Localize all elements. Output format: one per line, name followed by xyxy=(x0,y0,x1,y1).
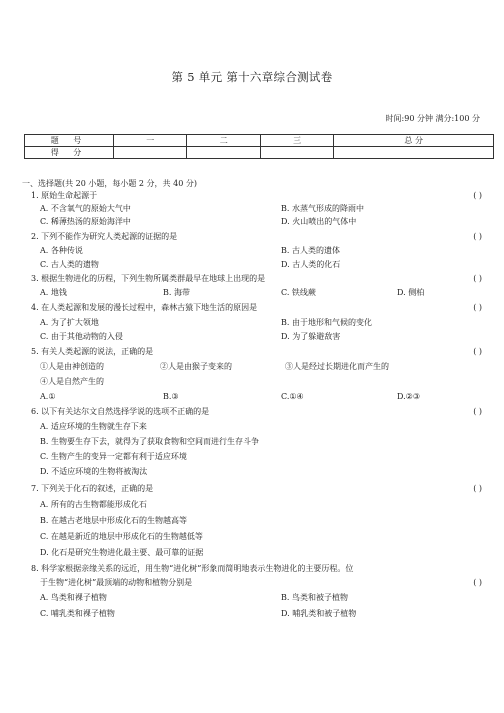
question-stem: 2. 下列不能作为研究人类起源的证据的是 xyxy=(31,232,178,241)
answer-paren: ( ) xyxy=(473,578,482,587)
option: A. 为了扩大领地 xyxy=(40,318,99,327)
statement: ③人是经过长期进化而产生的 xyxy=(285,362,389,371)
option: C. 生物产生的变异一定都有利于适应环境 xyxy=(40,452,187,461)
option: B. 海带 xyxy=(163,288,190,297)
option: C. 稀薄热汤的原始海洋中 xyxy=(40,217,131,226)
option: C. 哺乳类和裸子植物 xyxy=(40,609,115,618)
option: B. 水蒸气形成的降雨中 xyxy=(281,204,364,213)
option: D. 火山喷出的气体中 xyxy=(281,217,357,226)
option: B.③ xyxy=(163,392,179,401)
question-stem: 6. 以下有关达尔文自然选择学说的选项不正确的是 xyxy=(31,407,210,416)
option: A. 地钱 xyxy=(40,288,67,297)
question-stem: 4. 在人类起源和发展的漫长过程中，森林古猿下地生活的原因是 xyxy=(31,303,258,312)
answer-paren: ( ) xyxy=(473,303,482,312)
option: D. 为了躲避敌害 xyxy=(281,332,341,341)
statement: ④人是自然产生的 xyxy=(40,377,104,386)
score-table-cell: 题 号 xyxy=(25,135,114,147)
section-heading: 一、选择题(共 20 小题，每小题 2 分，共 40 分) xyxy=(22,179,197,188)
option: C.①④ xyxy=(281,392,304,401)
answer-paren: ( ) xyxy=(473,484,482,493)
question-stem: 5. 有关人类起源的说法，正确的是 xyxy=(31,347,154,356)
option: A.① xyxy=(40,392,56,401)
option: D.②③ xyxy=(397,392,421,401)
score-table-cell[interactable] xyxy=(114,147,187,159)
option: C. 由于其他动物的入侵 xyxy=(40,332,123,341)
option: D. 哺乳类和被子植物 xyxy=(281,609,357,618)
option: B. 由于地形和气候的变化 xyxy=(281,318,372,327)
question-stem-continued: 于生物“进化树”最顶端的动物和植物分别是 xyxy=(40,578,193,587)
statement: ①人是由神创造的 xyxy=(40,362,104,371)
score-table-cell[interactable] xyxy=(260,147,333,159)
page-title: 第 5 单元 第十六章综合测试卷 xyxy=(171,70,333,84)
answer-paren: ( ) xyxy=(473,191,482,200)
score-table-cell: 总 分 xyxy=(334,135,494,147)
question-stem: 7. 下列关于化石的叙述，正确的是 xyxy=(31,484,154,493)
option: A. 适应环境的生物就生存下来 xyxy=(40,422,147,431)
score-table-cell: 二 xyxy=(187,135,260,147)
option: B. 古人类的遗体 xyxy=(281,246,340,255)
option: A. 所有的古生物都能形成化石 xyxy=(40,500,147,509)
option: D. 侧柏 xyxy=(397,288,425,297)
statement: ②人是由猴子变来的 xyxy=(160,362,232,371)
score-table xyxy=(24,134,494,159)
question-stem: 8. 科学家根据亲缘关系的远近，用生物“进化树”形象而简明地表示生物进化的主要历程。位 xyxy=(31,564,354,573)
score-table-cell: 一 xyxy=(114,135,187,147)
option: B. 在越古老地层中形成化石的生物越高等 xyxy=(40,516,187,525)
option: C. 古人类的遗物 xyxy=(40,260,99,269)
option: A. 鸟类和裸子植物 xyxy=(40,593,107,602)
answer-paren: ( ) xyxy=(473,274,482,283)
answer-paren: ( ) xyxy=(473,347,482,356)
question-stem: 3. 根据生物进化的历程，下列生物所属类群最早在地球上出现的是 xyxy=(31,274,266,283)
option: D. 不适应环境的生物将被淘汰 xyxy=(40,467,148,476)
option: D. 古人类的化石 xyxy=(281,260,341,269)
option: B. 鸟类和被子植物 xyxy=(281,593,348,602)
option: C. 铁线蕨 xyxy=(281,288,316,297)
option: B. 生物要生存下去，就得为了获取食物和空间而进行生存斗争 xyxy=(40,437,259,446)
option: D. 化石是研究生物进化最主要、最可靠的证据 xyxy=(40,548,204,557)
option: A. 各种传说 xyxy=(40,246,83,255)
question-stem: 1. 原始生命起源于 xyxy=(31,191,98,200)
score-table-cell[interactable] xyxy=(187,147,260,159)
answer-paren: ( ) xyxy=(473,232,482,241)
option: A. 不含氧气的原始大气中 xyxy=(40,204,131,213)
score-table-cell: 得 分 xyxy=(25,147,114,159)
exam-meta: 时间:90 分钟 满分:100 分 xyxy=(385,114,480,123)
option: C. 在越是新近的地层中形成化石的生物越低等 xyxy=(40,532,203,541)
answer-paren: ( ) xyxy=(473,407,482,416)
score-table-cell: 三 xyxy=(260,135,333,147)
score-table-score-row xyxy=(25,147,494,159)
score-table-cell[interactable] xyxy=(334,147,494,159)
score-table-header-row xyxy=(25,135,494,147)
